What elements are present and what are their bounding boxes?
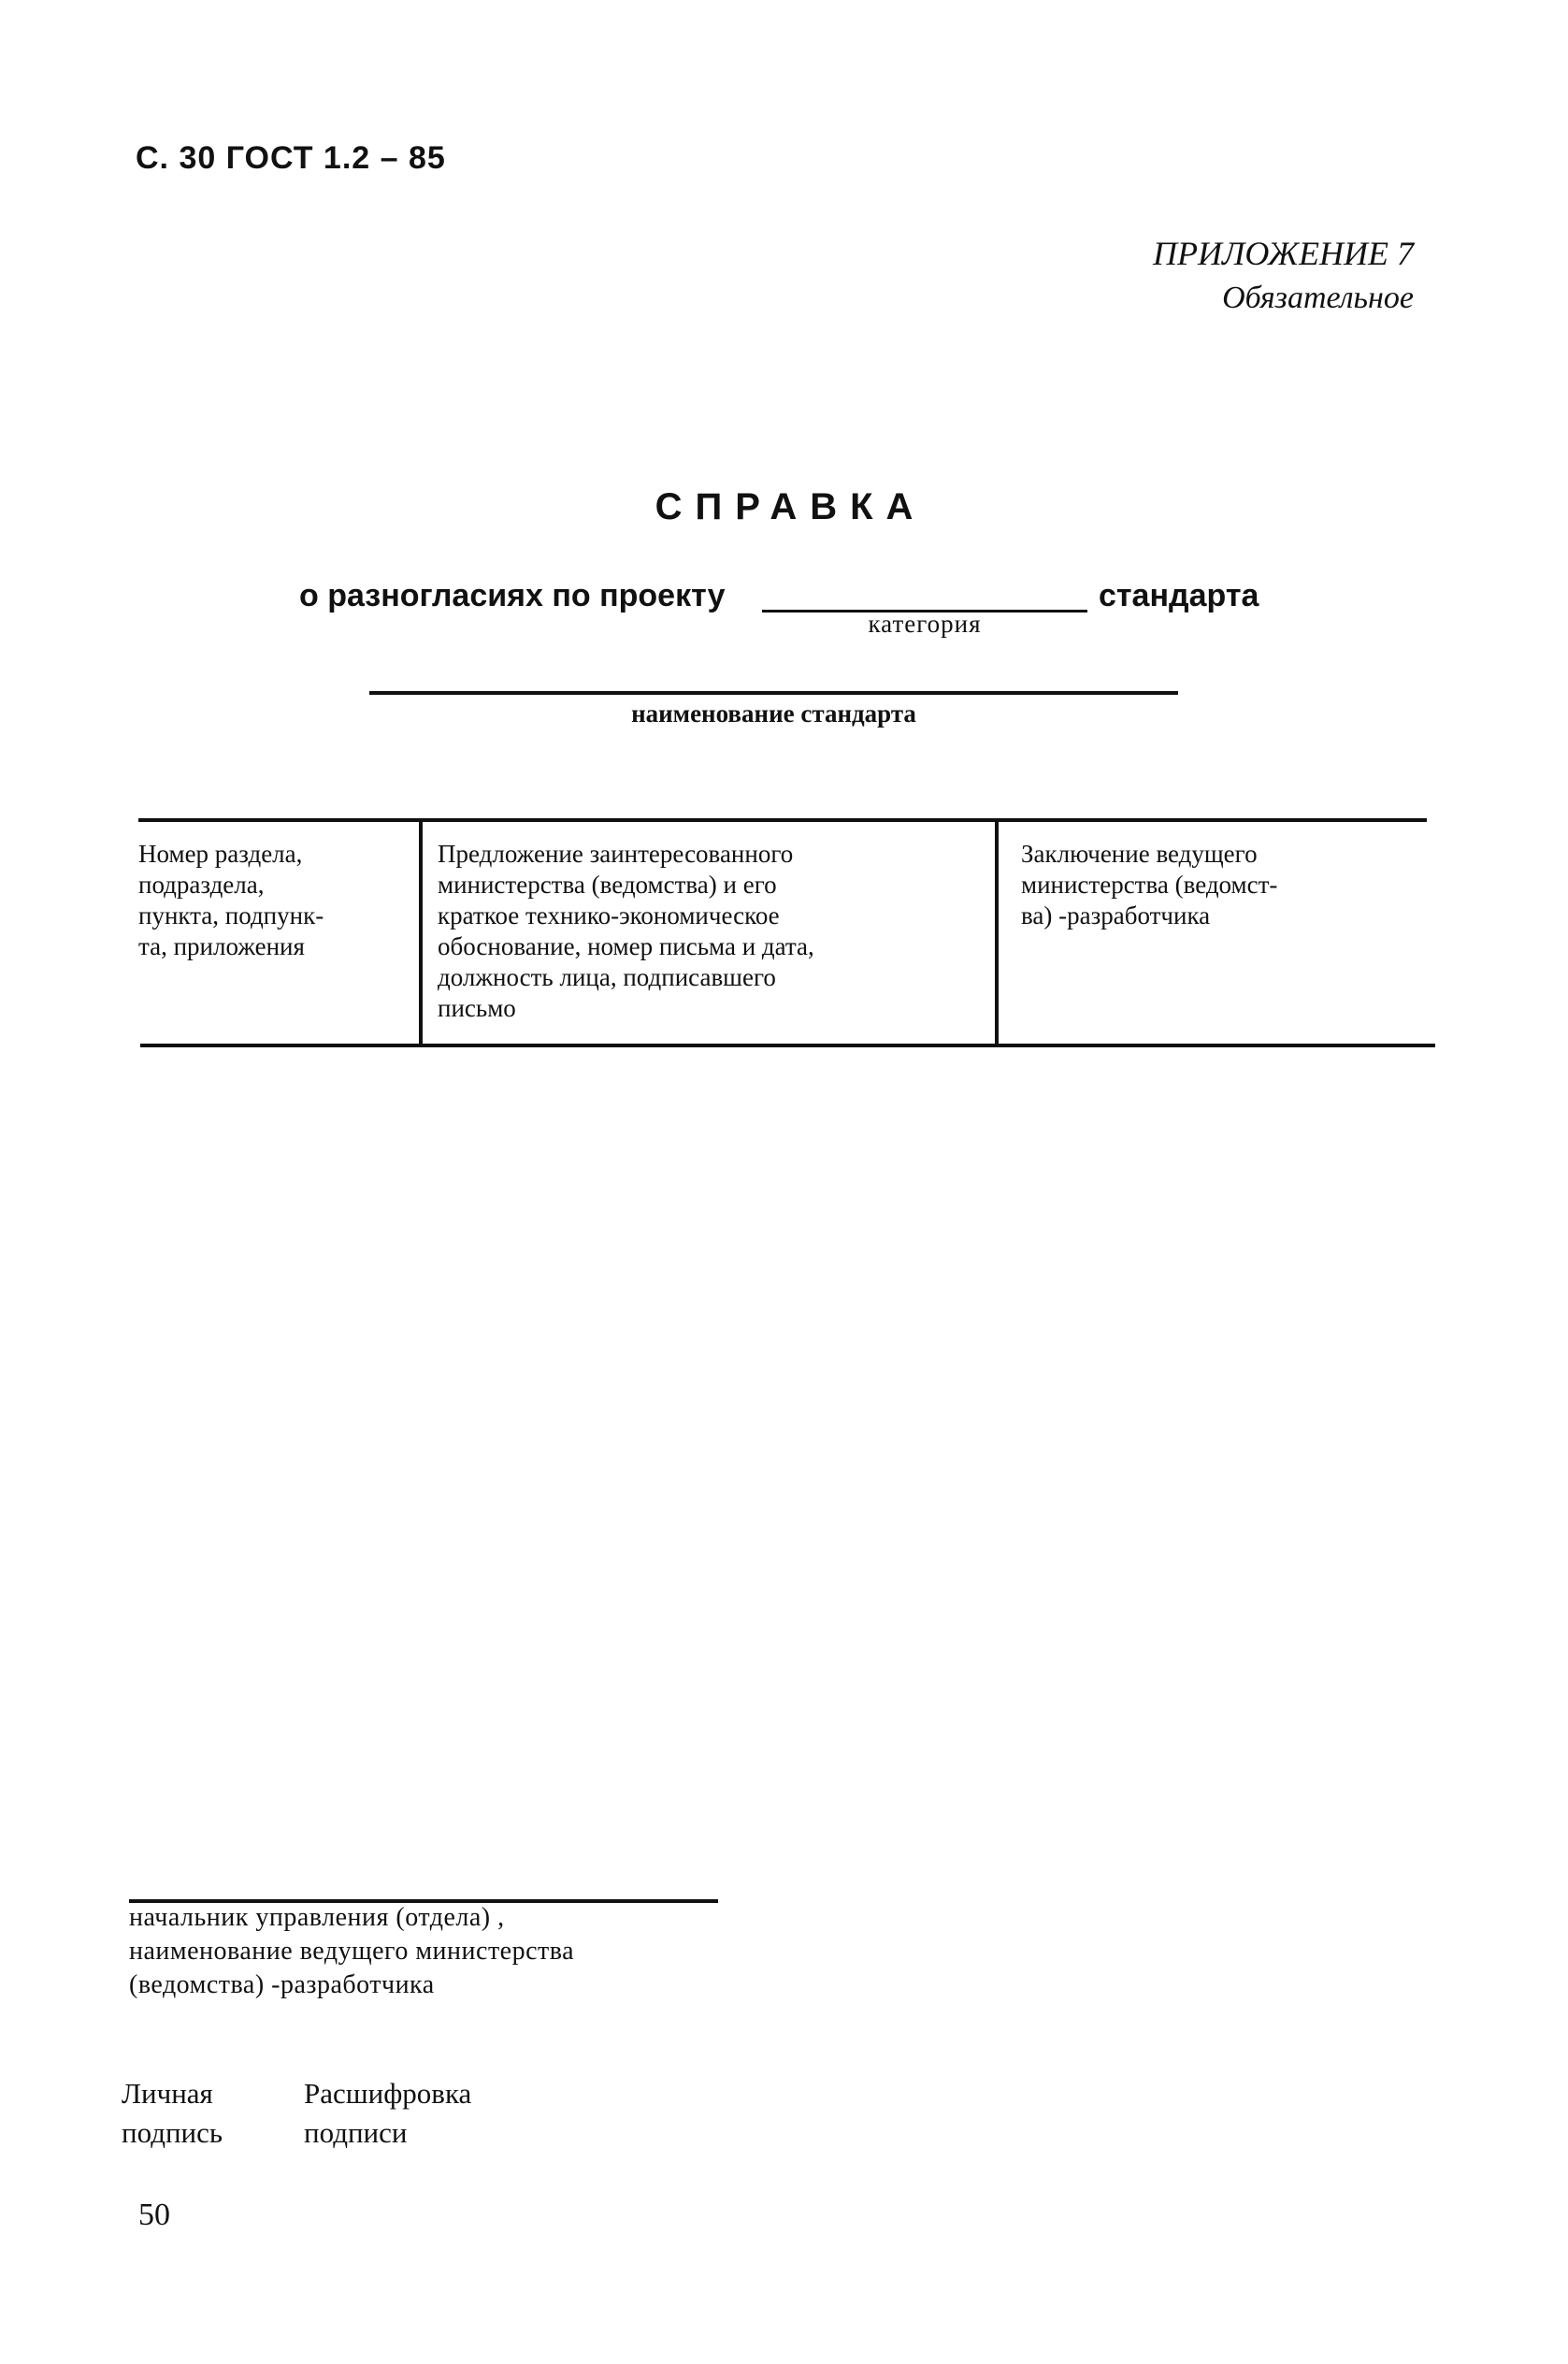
table-column-divider bbox=[995, 820, 999, 1045]
table-bottom-rule bbox=[140, 1044, 1435, 1047]
appendix-status: Обязательное bbox=[1222, 281, 1414, 315]
document-title: СПРАВКА bbox=[655, 486, 927, 527]
page-header-code: С. 30 ГОСТ 1.2 – 85 bbox=[136, 140, 446, 176]
table-top-rule bbox=[138, 818, 1427, 822]
signature-decoding-label: Расшифровка подписи bbox=[304, 2077, 472, 2149]
table-header-conclusion: Заключение ведущего министерства (ведомст- ва) -разработчика bbox=[1021, 840, 1278, 930]
subtitle-prefix: о разногласиях по проекту bbox=[299, 578, 726, 613]
category-caption: категория bbox=[868, 610, 982, 638]
standard-name-caption: наименование стандарта bbox=[631, 699, 916, 728]
table-header-section-number: Номер раздела, подраздела, пункта, подпунк- та, приложения bbox=[138, 840, 324, 960]
signature-caption: начальник управления (отдела) , наименование ведущего министерства (ведомства) -разработчика bbox=[129, 1903, 575, 1999]
subtitle-suffix: стандарта bbox=[1099, 578, 1259, 613]
appendix-title: ПРИЛОЖЕНИЕ 7 bbox=[1153, 235, 1414, 272]
personal-signature-label: Личная подпись bbox=[122, 2077, 223, 2149]
standard-name-blank-line bbox=[369, 691, 1178, 695]
table-header-proposal: Предложение заинтересованного министерства (ведомства) и его краткое технико-экономическое обоснование, номер письма и дата, должность лица, подписавшего письмо bbox=[438, 840, 814, 1022]
page-number: 50 bbox=[138, 2198, 170, 2232]
table-column-divider bbox=[419, 820, 423, 1045]
